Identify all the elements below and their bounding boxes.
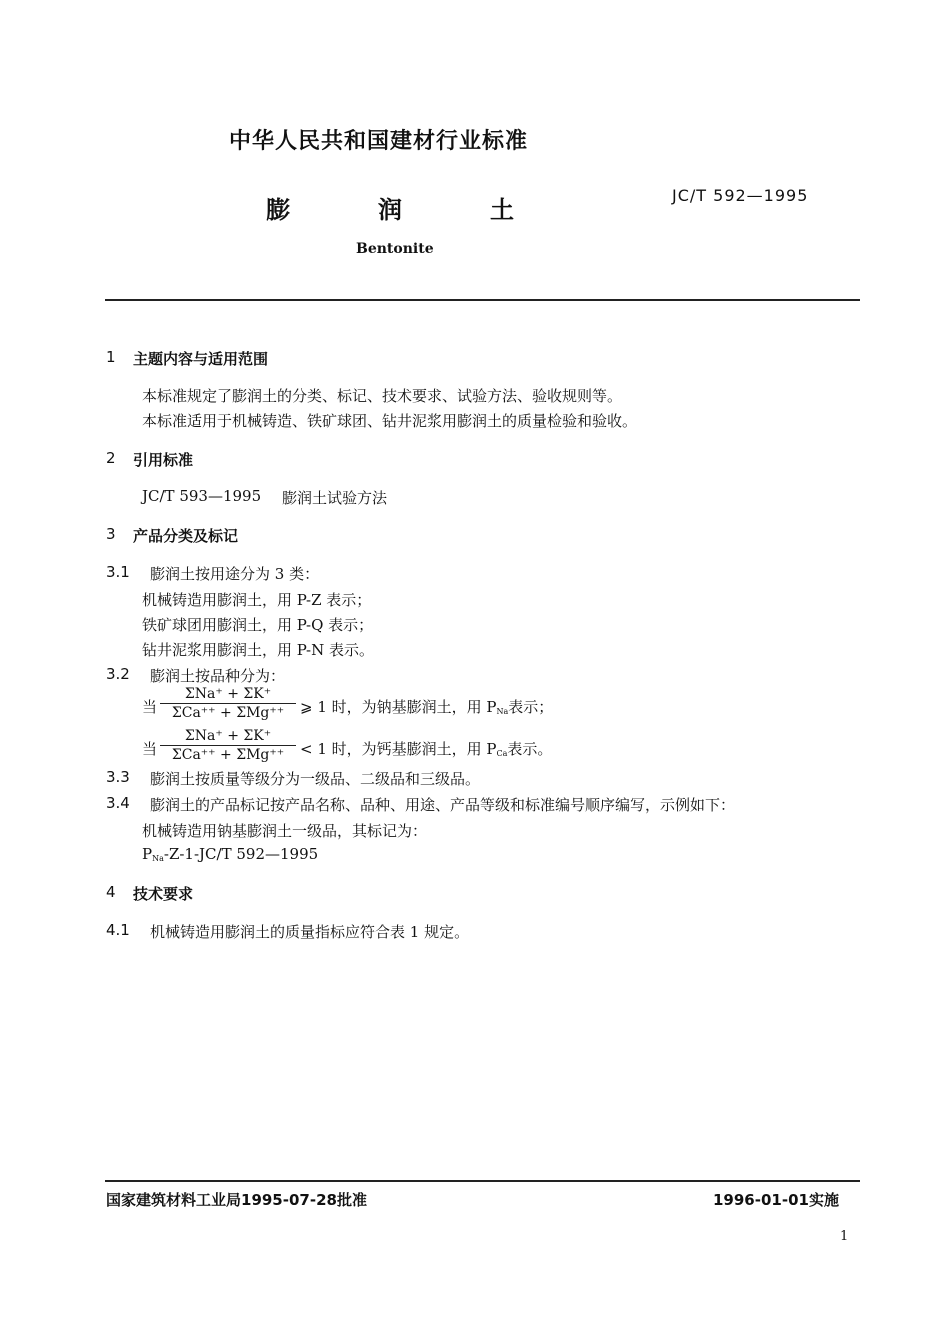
- doc-title-char-3: 土: [490, 196, 514, 224]
- formula-1-subscript: Na: [496, 707, 509, 716]
- formula-2-numerator: ΣNa⁺ + ΣK⁺: [184, 728, 272, 744]
- formula-1-tail: 表示；: [508, 698, 554, 716]
- formula-1-condition: [300, 696, 553, 717]
- formula-2-subscript: Ca: [496, 749, 508, 758]
- clause-3-4-number: 3.4: [106, 794, 130, 812]
- standard-title: 中华人民共和国建材行业标准: [229, 129, 529, 154]
- footer-rule: [105, 1180, 860, 1182]
- section-3-number: 3: [106, 525, 116, 543]
- formula-2-fraction: [160, 728, 296, 763]
- section-2-number: 2: [106, 449, 116, 467]
- example-marking-rest: -Z-1-JC/T 592—1995: [163, 845, 319, 863]
- clause-3-3-text: 膨润土按质量等级分为一级品、二级品和三级品。: [150, 770, 481, 788]
- approval-statement: 国家建筑材料工业局1995-07-28批准: [106, 1191, 367, 1209]
- reference-title: 膨润土试验方法: [282, 489, 388, 507]
- formula-2-denominator: ΣCa⁺⁺ + ΣMg⁺⁺: [171, 747, 285, 763]
- formula-1-prefix: 当: [142, 698, 158, 716]
- example-marking-p: P: [142, 845, 153, 863]
- formula-1-denominator: ΣCa⁺⁺ + ΣMg⁺⁺: [171, 705, 285, 721]
- example-intro: 机械铸造用钠基膨润土一级品，其标记为：: [142, 822, 428, 840]
- formula-2-tail: 表示。: [507, 740, 553, 758]
- section-1-title: 主题内容与适用范围: [133, 350, 269, 368]
- formula-2-condition: [300, 738, 552, 759]
- section-4-title: 技术要求: [133, 885, 194, 903]
- clause-3-2-text: 膨润土按品种分为：: [150, 667, 286, 685]
- standard-code: JC/T 592—1995: [672, 186, 809, 205]
- section-3-title: 产品分类及标记: [133, 527, 239, 545]
- page-number: 1: [840, 1229, 849, 1244]
- clause-3-1-number: 3.1: [106, 563, 130, 581]
- list-item: 机械铸造用膨润土，用 P-Z 表示；: [142, 591, 372, 609]
- formula-1-fraction: [160, 686, 296, 721]
- section-1-number: 1: [106, 348, 116, 366]
- clause-4-1-number: 4.1: [106, 921, 130, 939]
- formula-1-relation: ⩾ 1 时，为钠基膨润土，用 P: [300, 698, 497, 716]
- fraction-bar: [160, 745, 296, 746]
- clause-3-1-text: 膨润土按用途分为 3 类：: [150, 565, 320, 583]
- effective-date: 1996-01-01实施: [713, 1191, 839, 1209]
- doc-title-english: Bentonite: [356, 241, 434, 257]
- fraction-bar: [160, 703, 296, 704]
- formula-2-relation: < 1 时，为钙基膨润土，用 P: [300, 740, 497, 758]
- doc-title-char-2: 润: [378, 196, 402, 224]
- clause-3-4-text: 膨润土的产品标记按产品名称、品种、用途、产品等级和标准编号顺序编写，示例如下：: [150, 796, 736, 814]
- formula-2-prefix: 当: [142, 740, 158, 758]
- formula-1-numerator: ΣNa⁺ + ΣK⁺: [184, 686, 272, 702]
- clause-3-2-number: 3.2: [106, 665, 130, 683]
- section-1-para-2: 本标准适用于机械铸造、铁矿球团、钻井泥浆用膨润土的质量检验和验收。: [142, 412, 638, 430]
- doc-title-char-1: 膨: [266, 196, 290, 224]
- example-marking: [142, 845, 318, 863]
- reference-code: JC/T 593—1995: [142, 487, 262, 505]
- section-4-number: 4: [106, 883, 116, 901]
- clause-3-3-number: 3.3: [106, 768, 130, 786]
- list-item: 钻井泥浆用膨润土，用 P-N 表示。: [142, 641, 375, 659]
- example-marking-subscript: Na: [152, 854, 164, 863]
- section-2-title: 引用标准: [133, 451, 194, 469]
- section-1-para-1: 本标准规定了膨润土的分类、标记、技术要求、试验方法、验收规则等。: [142, 387, 623, 405]
- list-item: 铁矿球团用膨润土，用 P-Q 表示；: [142, 616, 374, 634]
- header-rule: [105, 299, 860, 301]
- clause-4-1-text: 机械铸造用膨润土的质量指标应符合表 1 规定。: [150, 923, 470, 941]
